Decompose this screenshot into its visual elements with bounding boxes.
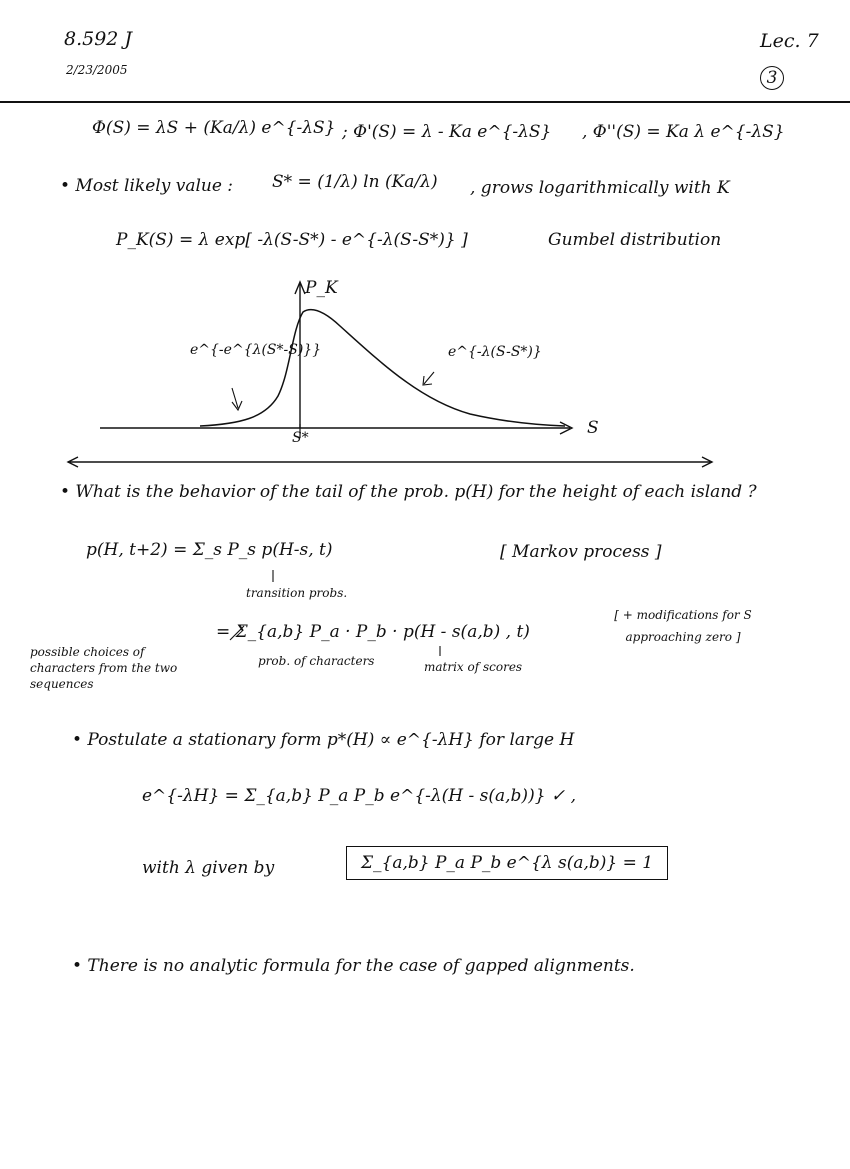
- page-number: 3: [760, 66, 784, 90]
- pk-axis-label: P_K: [305, 278, 338, 298]
- phi-equation: Φ(S) = λS + (Ka/λ) e^{-λS}: [92, 118, 336, 138]
- phi-double-prime-equation: , Φ''(S) = Ka λ e^{-λS}: [582, 122, 785, 142]
- stationary-equation: e^{-λH} = Σ_{a,b} P_a P_b e^{-λ(H - s(a,b))} ✓ ,: [142, 786, 576, 806]
- gumbel-curve: [200, 310, 565, 426]
- transition-probs-label: transition probs.: [246, 586, 348, 600]
- lecture-date: 2/23/2005: [66, 63, 128, 77]
- lecture-label: Lec. 7: [760, 30, 819, 52]
- possible-choices-note: possible choices of characters from the two sequences: [30, 645, 178, 691]
- matrix-of-scores-note: matrix of scores: [424, 660, 523, 674]
- recursion-equation: p(H, t+2) = Σ_s P_s p(H-s, t): [86, 540, 333, 560]
- modifications-note: [ + modifications for S approaching zero ]: [614, 608, 752, 644]
- phi-prime-equation: ; Φ'(S) = λ - Ka e^{-λS}: [342, 122, 552, 142]
- postulate-line: • Postulate a stationary form p*(H) ∝ e^{-λH} for large H: [72, 730, 575, 750]
- course-number: 8.592 J: [64, 28, 133, 50]
- s-star-tick-label: S*: [292, 430, 309, 446]
- right-pointer-arrow: [424, 372, 434, 384]
- sum-ab-equation: = Σ_{a,b} P_a · P_b · p(H - s(a,b) , t): [216, 622, 530, 642]
- lambda-condition-box: Σ_{a,b} P_a P_b e^{λ s(a,b)} = 1: [346, 846, 668, 880]
- pk-equation: P_K(S) = λ exp[ -λ(S-S*) - e^{-λ(S-S*)} ]: [116, 230, 468, 250]
- right-tail-annotation: e^{-λ(S-S*)}: [448, 344, 542, 360]
- gumbel-label: Gumbel distribution: [548, 230, 722, 250]
- tail-question: • What is the behavior of the tail of the prob. p(H) for the height of each island ?: [60, 482, 757, 502]
- left-pointer-arrow: [232, 388, 238, 408]
- markov-process-label: [ Markov process ]: [500, 542, 662, 562]
- gapped-alignment-remark: • There is no analytic formula for the case of gapped alignments.: [72, 956, 635, 976]
- grows-logarithmically: , grows logarithmically with K: [470, 178, 730, 198]
- s-star-equation: S* = (1/λ) ln (Ka/λ): [272, 172, 438, 192]
- prob-of-characters-note: prob. of characters: [258, 654, 375, 668]
- s-axis-label: S: [587, 418, 599, 438]
- left-tail-annotation: e^{-e^{λ(S*-S)}}: [190, 342, 322, 358]
- most-likely-label: • Most likely value :: [60, 176, 234, 196]
- with-lambda-label: with λ given by: [142, 858, 275, 878]
